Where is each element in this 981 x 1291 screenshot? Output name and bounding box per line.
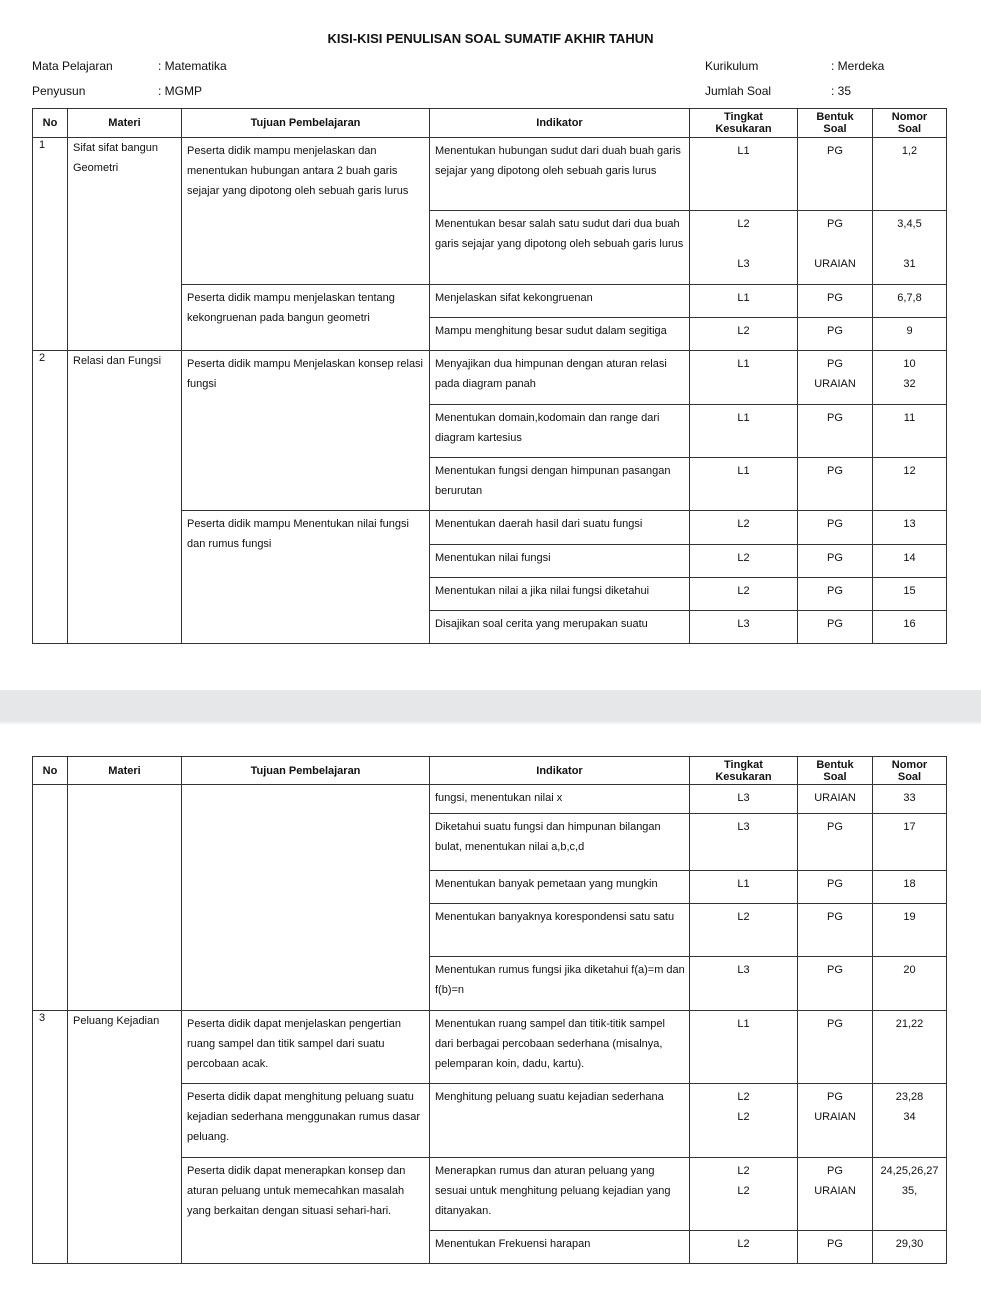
- table-row: [33, 1011, 947, 1084]
- form-cell: PG URAIAN: [798, 211, 873, 285]
- header-tingkat: Tingkat Kesukaran: [690, 109, 798, 138]
- indicator-cell: Menentukan ruang sampel dan titik-titik sampel dari berbagai percobaan sederhana (misalnya, pelemparan koin, dadu, kartu).: [430, 1011, 690, 1084]
- subject-label: Mata Pelajaran: [32, 59, 113, 73]
- author-label: Penyusun: [32, 84, 86, 98]
- indicator-cell: Menentukan nilai a jika nilai fungsi diketahui: [430, 578, 690, 611]
- table-row: [33, 785, 947, 814]
- number-cell: 14: [873, 545, 947, 578]
- number-cell: 12: [873, 458, 947, 511]
- form-cell: PG: [798, 814, 873, 871]
- tujuan-cell: [182, 785, 430, 1011]
- tujuan-cell: Peserta didik dapat menerapkan konsep dan aturan peluang untuk memecahkan masalah yang berkaitan dengan situasi sehari-hari.: [182, 1158, 430, 1264]
- number-cell: 18: [873, 871, 947, 904]
- indicator-cell: Menentukan nilai fungsi: [430, 545, 690, 578]
- level-cell: L2: [690, 318, 798, 351]
- tujuan-cell: Peserta didik mampu Menjelaskan konsep relasi fungsi: [182, 351, 430, 511]
- level-cell: L1: [690, 1011, 798, 1084]
- number-cell: 33: [873, 785, 947, 814]
- level-cell: L2 L2: [690, 1084, 798, 1158]
- indicator-cell: Menentukan Frekuensi harapan: [430, 1231, 690, 1264]
- level-cell: L1: [690, 351, 798, 405]
- form-cell: PG URAIAN: [798, 1158, 873, 1231]
- number-cell: 21,22: [873, 1011, 947, 1084]
- number-cell: 19: [873, 904, 947, 957]
- form-cell: URAIAN: [798, 785, 873, 814]
- indicator-cell: fungsi, menentukan nilai x: [430, 785, 690, 814]
- materi-cell: Relasi dan Fungsi: [68, 351, 182, 644]
- form-cell: PG: [798, 871, 873, 904]
- form-cell: PG: [798, 405, 873, 458]
- indicator-cell: Menentukan hubungan sudut dari duah buah garis sejajar yang dipotong oleh sebuah garis lurus: [430, 138, 690, 211]
- header-tujuan: Tujuan Pembelajaran: [182, 757, 430, 785]
- level-cell: L2: [690, 578, 798, 611]
- grid-table-page-2: [32, 756, 947, 1264]
- number-cell: 9: [873, 318, 947, 351]
- form-cell: PG: [798, 545, 873, 578]
- question-count-label: Jumlah Soal: [705, 84, 772, 98]
- indicator-cell: Menyajikan dua himpunan dengan aturan relasi pada diagram panah: [430, 351, 690, 405]
- indicator-cell: Menentukan rumus fungsi jika diketahui f(a)=m dan f(b)=n: [430, 957, 690, 1011]
- indicator-cell: Menentukan daerah hasil dari suatu fungsi: [430, 511, 690, 545]
- grid-table-page-1: [32, 108, 947, 644]
- row-number: 2: [33, 351, 68, 644]
- form-cell: PG: [798, 138, 873, 211]
- indicator-cell: Menentukan banyaknya korespondensi satu satu: [430, 904, 690, 957]
- header-indikator: Indikator: [430, 757, 690, 785]
- level-cell: L1: [690, 458, 798, 511]
- number-cell: 11: [873, 405, 947, 458]
- number-cell: 23,28 34: [873, 1084, 947, 1158]
- tujuan-cell: Peserta didik mampu menjelaskan dan menentukan hubungan antara 2 buah garis sejajar yang dipotong oleh sebuah garis lurus: [182, 138, 430, 285]
- header-materi: Materi: [68, 109, 182, 138]
- form-cell: PG: [798, 957, 873, 1011]
- header-nomor: Nomor Soal: [873, 757, 947, 785]
- header-bentuk: Bentuk Soal: [798, 109, 873, 138]
- row-number: [33, 785, 68, 1011]
- tujuan-cell: Peserta didik mampu menjelaskan tentang kekongruenan pada bangun geometri: [182, 285, 430, 351]
- materi-cell: Sifat sifat bangun Geometri: [68, 138, 182, 351]
- number-cell: 24,25,26,27 35,: [873, 1158, 947, 1231]
- indicator-cell: Menerapkan rumus dan aturan peluang yang sesuai untuk menghitung peluang kejadian yang ditanyakan.: [430, 1158, 690, 1231]
- author-value: : MGMP: [158, 84, 202, 98]
- form-cell: PG URAIAN: [798, 351, 873, 405]
- level-cell: L2: [690, 545, 798, 578]
- form-cell: PG: [798, 1011, 873, 1084]
- header-row: [33, 757, 947, 785]
- number-cell: 10 32: [873, 351, 947, 405]
- curriculum-label: Kurikulum: [705, 59, 759, 73]
- tujuan-cell: Peserta didik dapat menjelaskan pengertian ruang sampel dan titik sampel dari suatu percobaan acak.: [182, 1011, 430, 1084]
- form-cell: PG: [798, 611, 873, 644]
- indicator-cell: Menentukan banyak pemetaan yang mungkin: [430, 871, 690, 904]
- page-separator: [0, 690, 981, 722]
- form-cell: PG: [798, 511, 873, 545]
- form-cell: PG: [798, 578, 873, 611]
- level-cell: L3: [690, 611, 798, 644]
- header-tingkat: Tingkat Kesukaran: [690, 757, 798, 785]
- indicator-cell: Mampu menghitung besar sudut dalam segitiga: [430, 318, 690, 351]
- level-cell: L2 L2: [690, 1158, 798, 1231]
- header-bentuk: Bentuk Soal: [798, 757, 873, 785]
- number-cell: 29,30: [873, 1231, 947, 1264]
- level-cell: L1: [690, 285, 798, 318]
- number-cell: 20: [873, 957, 947, 1011]
- number-cell: 17: [873, 814, 947, 871]
- header-indikator: Indikator: [430, 109, 690, 138]
- level-cell: L1: [690, 871, 798, 904]
- curriculum-value: : Merdeka: [831, 59, 885, 73]
- tujuan-cell: Peserta didik dapat menghitung peluang suatu kejadian sederhana menggunakan rumus dasar peluang.: [182, 1084, 430, 1158]
- question-count-value: : 35: [831, 84, 852, 98]
- number-cell: 1,2: [873, 138, 947, 211]
- level-cell: L3: [690, 814, 798, 871]
- indicator-cell: Disajikan soal cerita yang merupakan suatu: [430, 611, 690, 644]
- row-number: 3: [33, 1011, 68, 1264]
- indicator-cell: Menentukan fungsi dengan himpunan pasangan berurutan: [430, 458, 690, 511]
- number-cell: 15: [873, 578, 947, 611]
- header-tujuan: Tujuan Pembelajaran: [182, 109, 430, 138]
- header-no: No: [33, 757, 68, 785]
- header-no: No: [33, 109, 68, 138]
- form-cell: PG URAIAN: [798, 1084, 873, 1158]
- form-cell: PG: [798, 1231, 873, 1264]
- table-row: [33, 138, 947, 211]
- materi-cell: Peluang Kejadian: [68, 1011, 182, 1264]
- form-cell: PG: [798, 318, 873, 351]
- indicator-cell: Menghitung peluang suatu kejadian sederhana: [430, 1084, 690, 1158]
- level-cell: L3: [690, 957, 798, 1011]
- tujuan-cell: Peserta didik mampu Menentukan nilai fungsi dan rumus fungsi: [182, 511, 430, 644]
- level-cell: L2: [690, 511, 798, 545]
- indicator-cell: Menentukan besar salah satu sudut dari dua buah garis sejajar yang dipotong oleh sebuah garis lurus: [430, 211, 690, 285]
- number-cell: 6,7,8: [873, 285, 947, 318]
- level-cell: L3: [690, 785, 798, 814]
- header-row: [33, 109, 947, 138]
- level-cell: L1: [690, 138, 798, 211]
- document-title: KISI-KISI PENULISAN SOAL SUMATIF AKHIR TAHUN: [327, 31, 654, 46]
- header-materi: Materi: [68, 757, 182, 785]
- indicator-cell: Menentukan domain,kodomain dan range dari diagram kartesius: [430, 405, 690, 458]
- table-row: [33, 351, 947, 405]
- level-cell: L1: [690, 405, 798, 458]
- form-cell: PG: [798, 904, 873, 957]
- level-cell: L2: [690, 1231, 798, 1264]
- level-cell: L2: [690, 904, 798, 957]
- indicator-cell: Diketahui suatu fungsi dan himpunan bilangan bulat, menentukan nilai a,b,c,d: [430, 814, 690, 871]
- header-nomor: Nomor Soal: [873, 109, 947, 138]
- level-cell: L2 L3: [690, 211, 798, 285]
- number-cell: 3,4,5 31: [873, 211, 947, 285]
- subject-value: : Matematika: [158, 59, 227, 73]
- number-cell: 16: [873, 611, 947, 644]
- form-cell: PG: [798, 285, 873, 318]
- indicator-cell: Menjelaskan sifat kekongruenan: [430, 285, 690, 318]
- form-cell: PG: [798, 458, 873, 511]
- number-cell: 13: [873, 511, 947, 545]
- row-number: 1: [33, 138, 68, 351]
- page-separator-edge: [0, 722, 981, 724]
- materi-cell: [68, 785, 182, 1011]
